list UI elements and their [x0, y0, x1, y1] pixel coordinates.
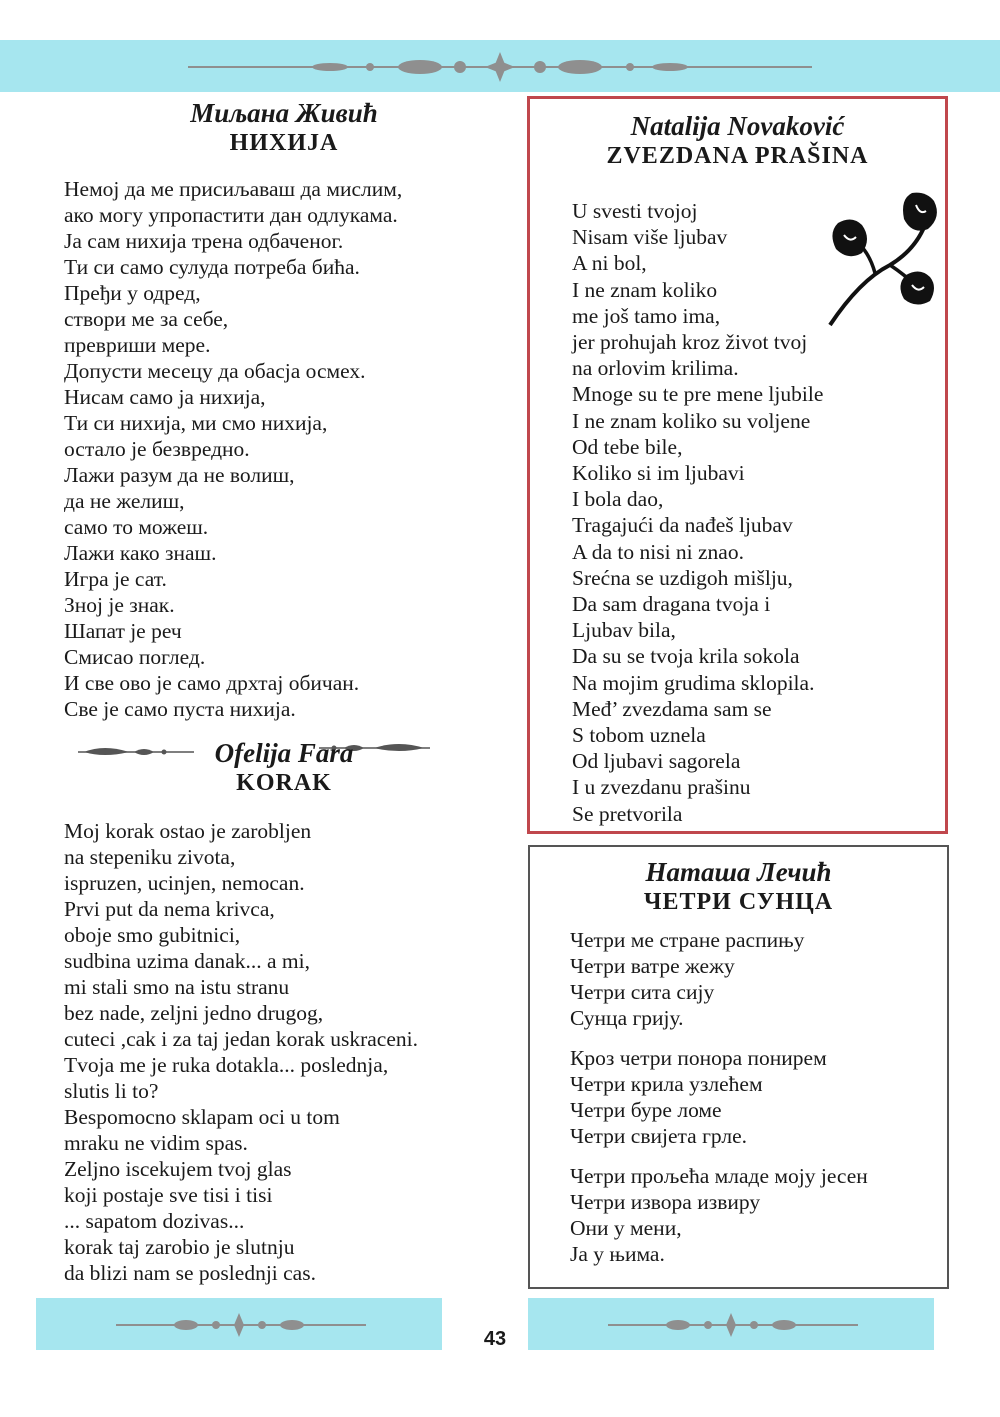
poem-line: S tobom uznela — [572, 723, 706, 748]
poem-frame-red — [527, 96, 948, 834]
poem-line: Сунца грију. — [570, 1006, 684, 1030]
poem-line: slutis li to? — [64, 1079, 159, 1103]
poem-stanza — [570, 1045, 947, 1149]
poem-line: ispruzen, ucinjen, nemocan. — [64, 871, 305, 895]
poem-nihija — [64, 98, 504, 722]
poem-line: Prvi put da nema krivca, — [64, 897, 275, 921]
poem-line: И све ово је само дрхтај обичан. — [64, 671, 360, 695]
poem-line: Ти си нихија, ми смо нихија, — [64, 411, 328, 435]
poem-korak — [64, 738, 504, 1286]
poem-line: Лажи како знаш. — [64, 541, 217, 565]
poem-line: I ne znam koliko su voljene — [572, 408, 811, 433]
bottom-right-decorative-band — [528, 1298, 934, 1350]
poem-title: KORAK — [236, 770, 332, 796]
poem-lines — [64, 176, 504, 722]
bottom-left-decorative-band — [36, 1298, 442, 1350]
poem-line: Четри свијета грле. — [570, 1124, 748, 1148]
poem-line: mraku ne vidim spas. — [64, 1131, 248, 1155]
poem-line: korak taj zarobio je slutnju — [64, 1235, 295, 1259]
poem-line: Шапат је реч — [64, 619, 182, 643]
poem-line: ако могу упропастити дан одлукама. — [64, 203, 398, 227]
poem-header-with-flourish — [64, 738, 504, 768]
poem-frame-gray — [528, 845, 949, 1289]
poem-line: Zeljno iscekujem tvoj glas — [64, 1157, 292, 1181]
page-number: 43 — [483, 1328, 507, 1350]
poem-line: na orlovim krilima. — [572, 356, 739, 381]
poem-line: Смисао поглед. — [64, 645, 206, 669]
poem-line: Четри буре ломе — [570, 1098, 722, 1122]
poem-line: Четри извора извиру — [570, 1190, 761, 1214]
poem-line: Od tebe bile, — [572, 434, 683, 459]
poem-line: I bola dao, — [572, 487, 664, 512]
poem-line: A ni bol, — [572, 251, 647, 276]
poem-line: Na mojim grudima sklopila. — [572, 670, 815, 695]
poem-line: oboje smo gubitnici, — [64, 923, 241, 947]
poem-line: Нисам само ја нихија, — [64, 385, 266, 409]
poem-title: НИХИЈА — [229, 130, 339, 156]
poem-cetri-sunca — [530, 857, 947, 1267]
top-ornament-divider — [0, 40, 1000, 92]
poem-line: Nisam više ljubav — [572, 225, 728, 250]
poem-line: Od ljubavi sagorela — [572, 749, 741, 774]
poem-line: Лажи разум да не волиш, — [64, 463, 295, 487]
poem-line: Четри крила узлећем — [570, 1072, 763, 1096]
poem-line: да не желиш, — [64, 489, 185, 513]
poem-line: Допусти месецу да обасја осмех. — [64, 359, 366, 383]
poem-line: sudbina uzima danak... a mi, — [64, 949, 310, 973]
poem-line: Tvoja me je ruka dotakla... poslednja, — [64, 1053, 389, 1077]
poem-title: ZVEZDANA PRAŠINA — [606, 143, 869, 169]
poem-line: Четри ме стране распињу — [570, 928, 805, 952]
poem-line: Ја сам нихија трена одбаченог. — [64, 229, 344, 253]
poem-line: Четри прољећа младе моју јесен — [570, 1164, 868, 1188]
poem-line: Ја у њима. — [570, 1242, 665, 1266]
poem-line: mi stali smo na istu stranu — [64, 975, 290, 999]
poem-line: Немој да ме присиљаваш да мислим, — [64, 177, 403, 201]
poem-line: Moj korak ostao je zarobljen — [64, 819, 312, 843]
bottom-right-ornament-divider — [528, 1298, 934, 1350]
poem-line: cuteci ,cak i za taj jedan korak uskraceni. — [64, 1027, 418, 1051]
poem-line: Зној је знак. — [64, 593, 175, 617]
poem-line: I u zvezdanu prašinu — [572, 775, 751, 800]
poem-line: Кроз четри понора понирем — [570, 1046, 827, 1070]
top-decorative-band — [0, 40, 1000, 92]
poem-line: Koliko si im ljubavi — [572, 461, 745, 486]
poem-line: U svesti tvojoj — [572, 199, 698, 223]
poem-line: Se pretvorila — [572, 801, 683, 826]
poem-line: превриши мере. — [64, 333, 211, 357]
poem-title: ЧЕТРИ СУНЦА — [643, 889, 834, 915]
poem-line: само то можеш. — [64, 515, 209, 539]
poem-lines — [572, 198, 945, 827]
bottom-left-ornament-divider — [36, 1298, 442, 1350]
poem-author: Natalija Novaković — [630, 111, 845, 141]
poem-line: остало је безвредно. — [64, 437, 250, 461]
poem-line: A da to nisi ni znao. — [572, 539, 744, 564]
poem-line: I ne znam koliko — [572, 277, 718, 302]
poem-author: Миљана Живић — [190, 98, 378, 128]
poem-line: koji postaje sve tisi i tisi — [64, 1183, 273, 1207]
poem-line: da blizi nam se poslednji cas. — [64, 1261, 316, 1285]
poem-line: Игра је сат. — [64, 567, 167, 591]
poem-line: Ти си само сулуда потреба бића. — [64, 255, 360, 279]
poem-lines — [64, 818, 504, 1286]
poem-line: Mnoge su te pre mene ljubile — [572, 382, 824, 407]
poem-stanza — [570, 927, 947, 1031]
poem-author: Ofelija Fara — [214, 738, 354, 768]
poem-line: Четри ватре жежу — [570, 954, 735, 978]
poem-line: Ljubav bila, — [572, 618, 676, 643]
poem-line: Međ’ zvezdama sam se — [572, 696, 772, 721]
poem-line: Bespomocno sklapam oci u tom — [64, 1105, 340, 1129]
poem-line: na stepeniku zivota, — [64, 845, 236, 869]
poem-line: Da sam dragana tvoja i — [572, 592, 771, 617]
poem-line: створи ме за себе, — [64, 307, 229, 331]
poem-line: Srećna se uzdigoh mišlju, — [572, 565, 793, 590]
poem-line: Четри сита сију — [570, 980, 715, 1004]
poem-line: jer prohujah kroz život tvoj — [572, 330, 808, 355]
poem-line: ... sapatom dozivas... — [64, 1209, 245, 1233]
poem-line: Tragajući da nađeš ljubav — [572, 513, 793, 538]
poem-line: Све је само пуста нихија. — [64, 697, 296, 721]
poem-zvezdana-prasina — [530, 111, 945, 827]
poem-line: Da su se tvoja krila sokola — [572, 644, 800, 669]
poem-stanza — [570, 1163, 947, 1267]
poem-line: me još tamo ima, — [572, 303, 721, 328]
poem-author: Наташа Лечић — [645, 857, 832, 887]
poem-line: Они у мени, — [570, 1216, 682, 1240]
poem-line: bez nade, zeljni jedno drugog, — [64, 1001, 324, 1025]
poem-line: Пређи у одред, — [64, 281, 201, 305]
